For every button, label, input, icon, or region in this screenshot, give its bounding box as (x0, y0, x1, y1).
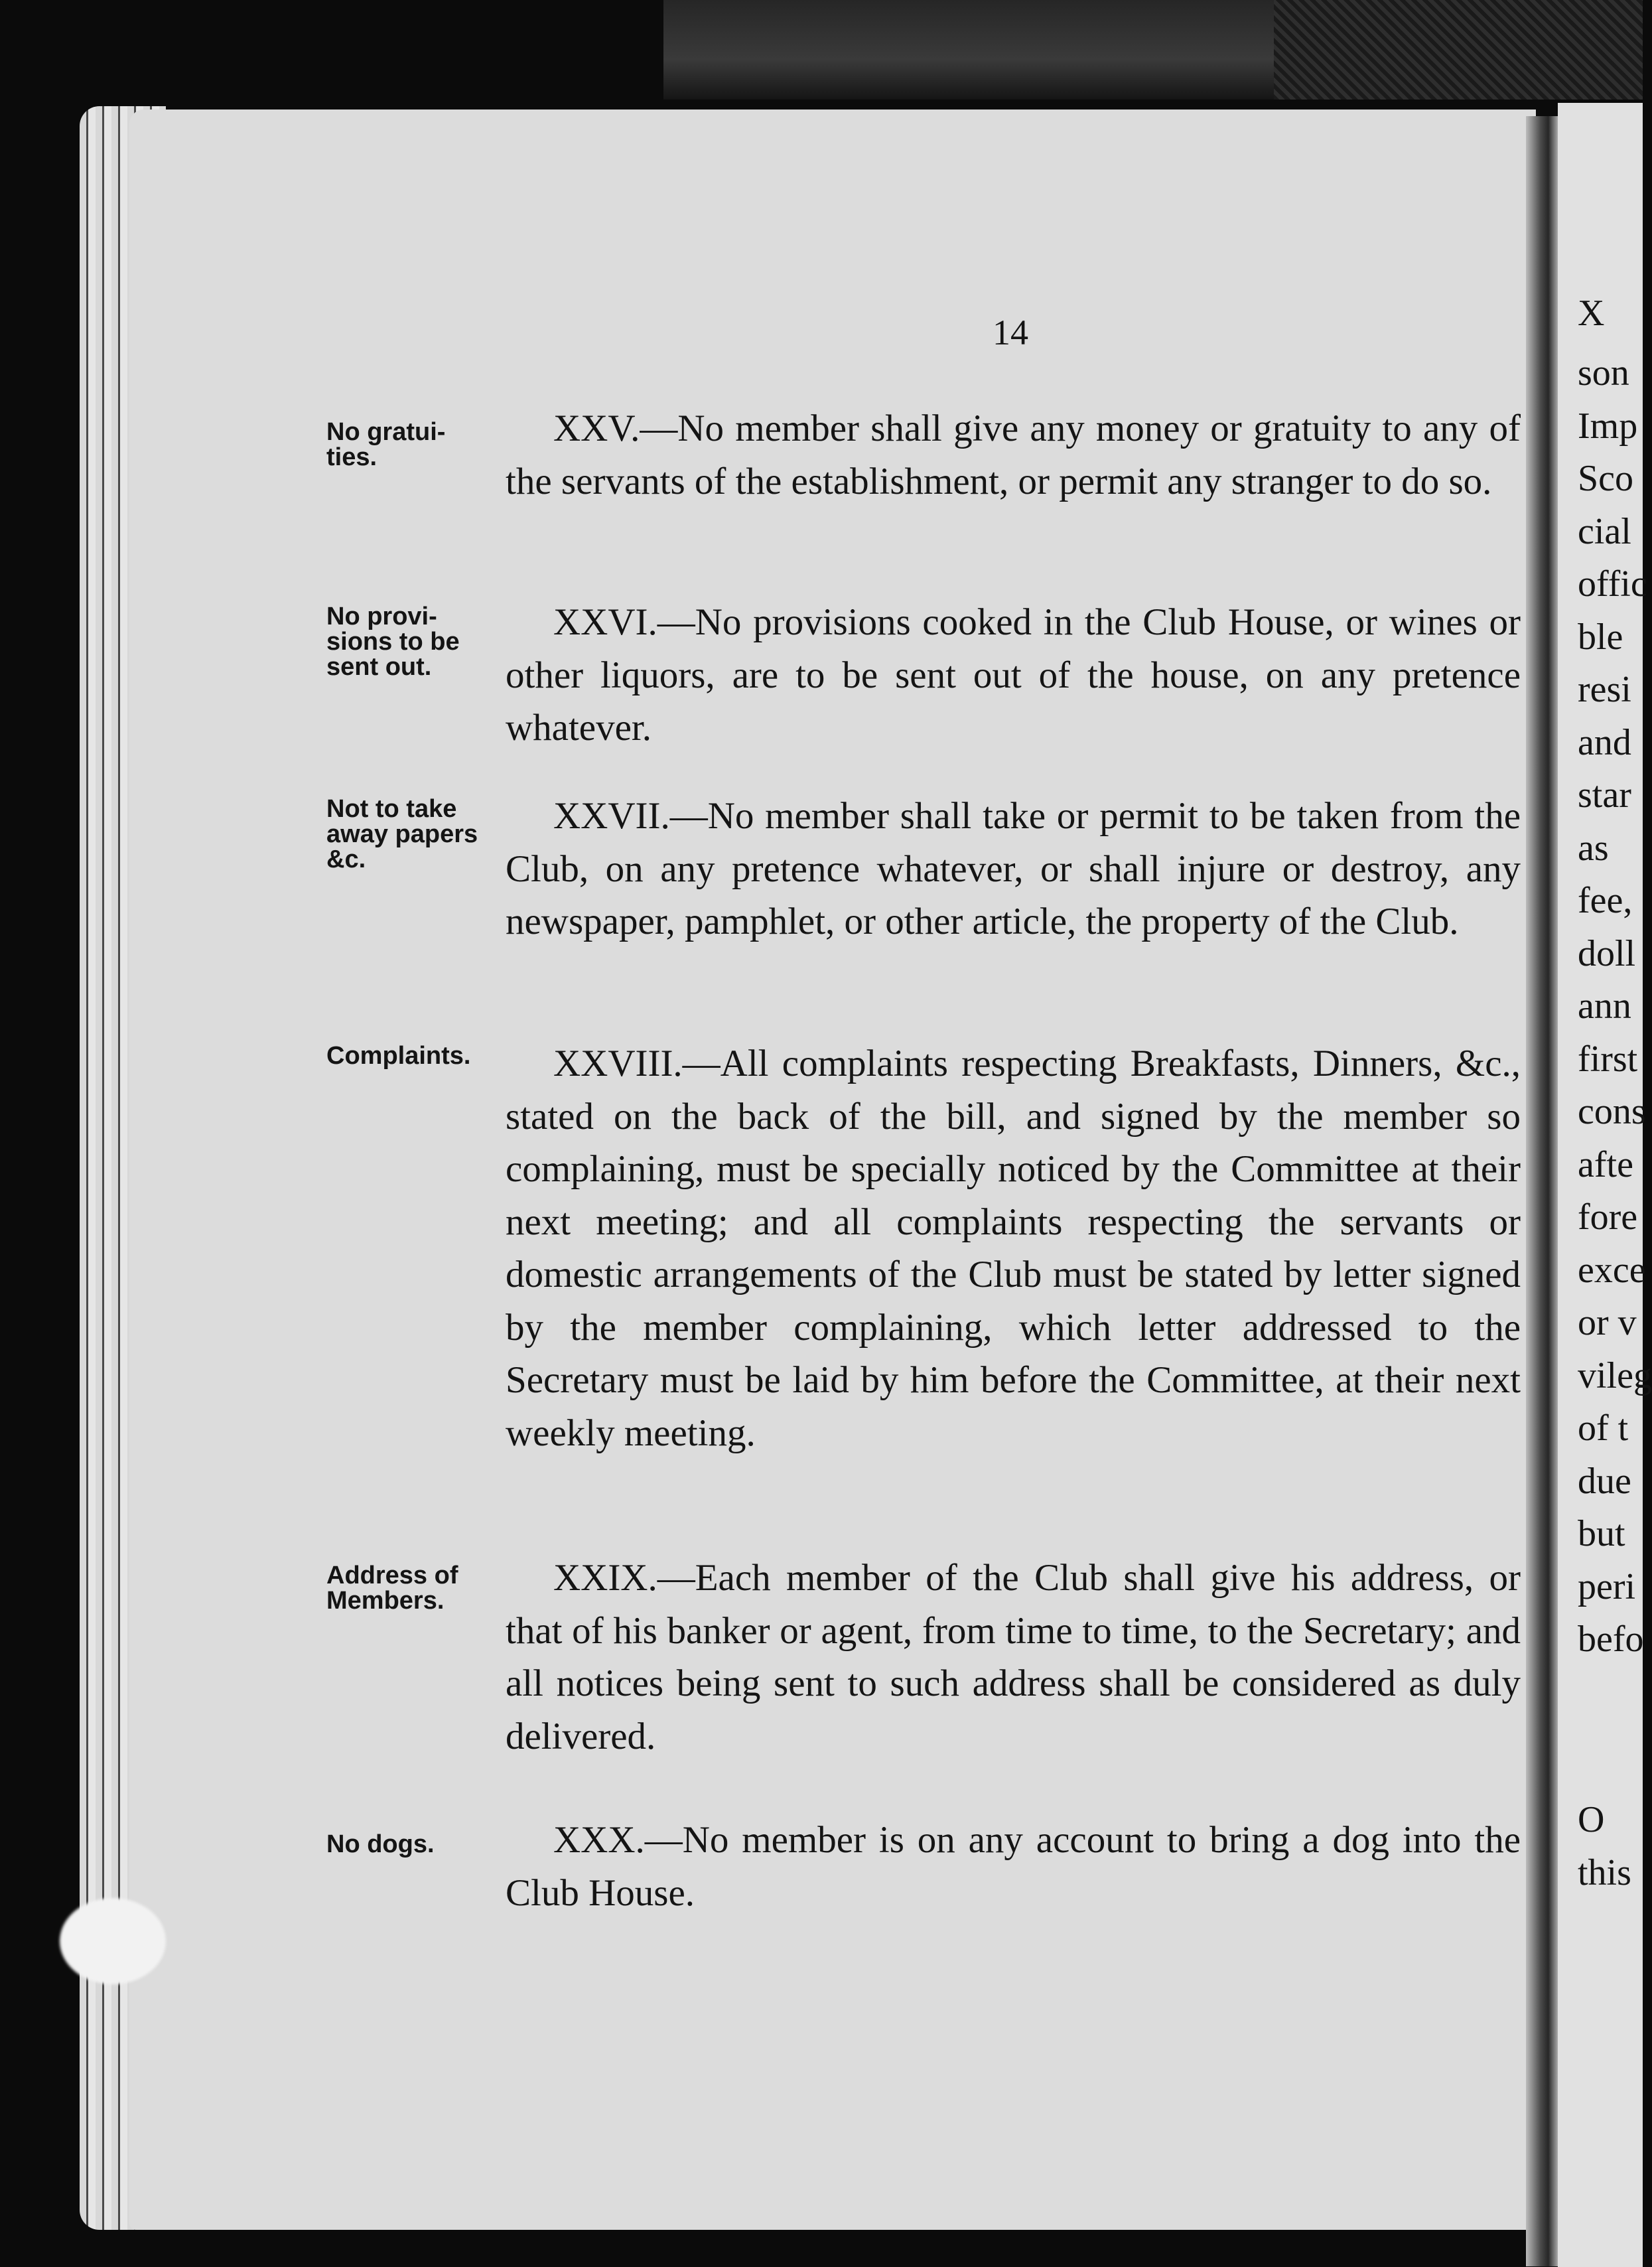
facing-page-text: resi (1578, 669, 1631, 710)
facing-page-text: son (1578, 352, 1629, 394)
facing-page-fragment (1558, 103, 1652, 2267)
margin-note: No gratui- ties. (326, 418, 446, 471)
facing-page-text: ble (1578, 616, 1623, 658)
facing-page-text: and (1578, 721, 1631, 763)
facing-page-text: ann (1578, 986, 1631, 1027)
facing-page-text: offic (1578, 563, 1647, 605)
facing-page-text: X (1578, 293, 1605, 334)
book-gutter (1526, 116, 1558, 2266)
facing-page-text: star (1578, 774, 1631, 816)
facing-page-text: cons (1578, 1091, 1646, 1132)
margin-note: No provi- sions to be sent out. (326, 603, 460, 681)
facing-page-text: Imp (1578, 405, 1638, 447)
facing-page-text: fee, (1578, 880, 1633, 921)
facing-page-text: this (1578, 1852, 1631, 1893)
rule-paragraph (506, 1814, 1521, 1919)
margin-note: Address of Members. (326, 1562, 458, 1615)
facing-page-text: as (1578, 827, 1609, 869)
facing-page-text: doll (1578, 932, 1636, 974)
rule-text: XXX.—No member is on any account to bring a dog into the Club House. (506, 1819, 1521, 1914)
rule-paragraph (506, 402, 1521, 508)
rule-text: XXVIII.—All complaints respecting Breakfasts, Dinners, &c., stated on the back of the bill, and signed by the member so complaining, must be specially noticed by the Committee at their next meeting; and all complaints respecting the servants or domestic arrangements of the Club must be stated by letter signed by the member complaining, which letter addressed to the Secretary must be laid by him before the Committee, at their next weekly meeting. (506, 1043, 1521, 1454)
paper-blemish (60, 1898, 166, 1984)
background-fabric (1274, 0, 1643, 100)
margin-note: Not to take away papers &c. (326, 795, 478, 873)
rule-text: XXVI.—No provisions cooked in the Club House, or wines or other liquors, are to be sent out of the house, on any pretence whatever. (506, 601, 1521, 749)
facing-page-text: befo (1578, 1619, 1644, 1660)
facing-page-text: Sco (1578, 458, 1633, 499)
rule-text: XXV.—No member shall give any money or gratuity to any of the servants of the establishment, or permit any stranger to do so. (506, 407, 1521, 502)
facing-page-text: vileg (1578, 1354, 1652, 1396)
facing-page-text: first (1578, 1038, 1638, 1080)
rule-paragraph (506, 790, 1521, 948)
facing-page-text: due (1578, 1460, 1631, 1502)
facing-page-text: but (1578, 1513, 1625, 1554)
rule-paragraph (506, 596, 1521, 755)
facing-page-text: O (1578, 1799, 1605, 1840)
rule-text: XXIX.—Each member of the Club shall give his address, or that of his banker or agent, from time to time, to the Secretary; and all notices being sent to such address shall be considered as duly delivered. (506, 1557, 1521, 1757)
rule-paragraph (506, 1037, 1521, 1459)
rule-paragraph (506, 1552, 1521, 1763)
page-number: 14 (993, 313, 1028, 352)
facing-page-text: peri (1578, 1566, 1636, 1607)
facing-page-text: cial (1578, 510, 1631, 552)
facing-page-text: or v (1578, 1302, 1637, 1343)
margin-note: Complaints. (326, 1042, 471, 1070)
facing-page-text: of t (1578, 1408, 1629, 1449)
facing-page-text: exce (1578, 1249, 1646, 1291)
rule-text: XXVII.—No member shall take or permit to be taken from the Club, on any pretence whatever, or shall injure or destroy, any newspaper, pamphlet, or other article, the property of the Club. (506, 795, 1521, 942)
facing-page-text: afte (1578, 1143, 1633, 1185)
facing-page-text: fore (1578, 1197, 1638, 1238)
margin-note: No dogs. (326, 1830, 435, 1858)
